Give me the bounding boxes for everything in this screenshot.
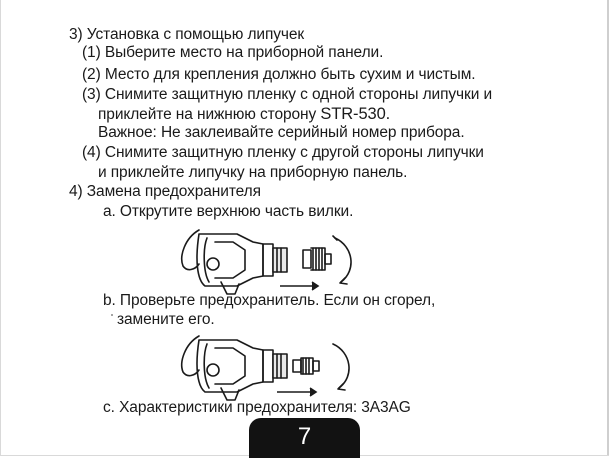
section3-step4-line1: (4) Снимите защитную пленку с другой стороны липучки	[82, 144, 484, 161]
page-number: 7	[297, 423, 312, 450]
page-border-left	[0, 0, 1, 456]
section4-step-b-line1: b. Проверьте предохранитель. Если он сгорел,	[103, 292, 436, 309]
section3-step4-line2: и приклейте липучку на приборную панель.	[98, 164, 408, 181]
section3-step3-line2	[98, 105, 390, 124]
section4-step-a: a. Открутите верхнюю часть вилки.	[103, 203, 354, 220]
section3-step3-line2-text: приклейте на нижнюю сторону	[98, 106, 321, 123]
fuse-replace-illustration	[175, 328, 365, 406]
plug-unscrew-illustration	[175, 220, 365, 300]
section4-step-b-line2: замените его.	[117, 311, 215, 328]
section3-step3-line1: (3) Снимите защитную пленку с одной стороны липучки и	[82, 86, 493, 103]
stray-dot	[111, 314, 113, 316]
model-number: STR-530.	[320, 105, 391, 123]
section3-heading: 3) Установка с помощью липучек	[69, 26, 305, 43]
section4-step-c: c. Характеристики предохранителя: 3A3AG	[103, 399, 411, 416]
section4-heading: 4) Замена предохранителя	[69, 183, 261, 200]
section3-step1: (1) Выберите место на приборной панели.	[82, 44, 384, 61]
section3-step3-note: Важное: Не заклеивайте серийный номер прибора.	[98, 124, 465, 141]
page-number-tab	[249, 418, 360, 458]
section3-step2: (2) Место для крепления должно быть сухим и чистым.	[82, 66, 476, 83]
